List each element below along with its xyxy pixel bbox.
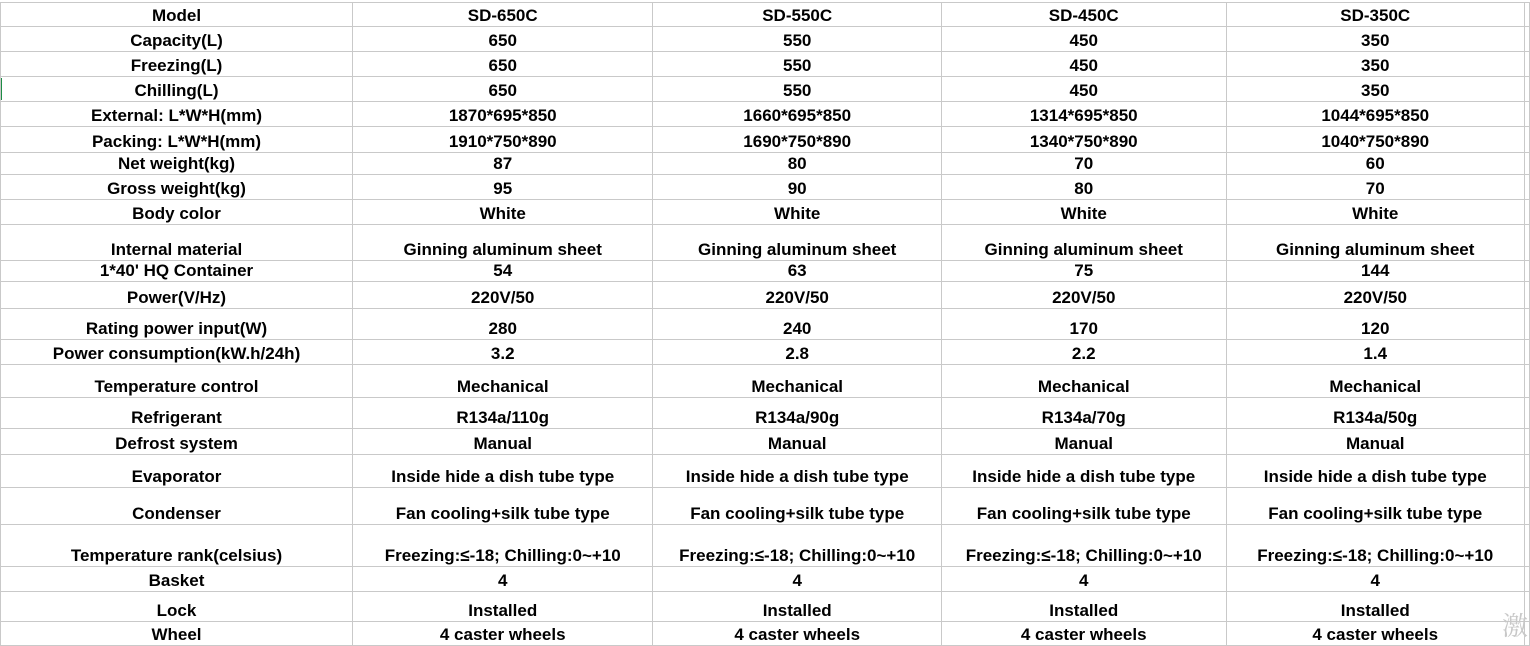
value-cell[interactable]: Fan cooling+silk tube type (1226, 488, 1524, 525)
value-cell[interactable]: 650 (353, 77, 653, 102)
value-cell[interactable]: 280 (353, 309, 653, 340)
value-cell[interactable]: Installed (653, 592, 942, 622)
value-cell[interactable]: Inside hide a dish tube type (653, 455, 942, 488)
value-cell[interactable]: R134a/70g (941, 398, 1226, 429)
value-cell[interactable]: 60 (1226, 153, 1524, 175)
table-row (1, 200, 1530, 225)
value-cell[interactable]: 550 (653, 77, 942, 102)
value-cell[interactable]: Mechanical (353, 365, 653, 398)
row-label-cell[interactable]: Lock (1, 592, 353, 622)
header-cell-model[interactable]: SD-650C (353, 3, 653, 27)
value-cell[interactable]: Freezing:≤-18; Chilling:0~+10 (653, 525, 942, 567)
value-cell[interactable]: Manual (353, 429, 653, 455)
value-cell[interactable]: Installed (941, 592, 1226, 622)
value-cell[interactable]: 1660*695*850 (653, 102, 942, 127)
row-label-cell[interactable]: Evaporator (1, 455, 353, 488)
value-cell[interactable]: Ginning aluminum sheet (941, 225, 1226, 261)
value-cell[interactable]: 4 caster wheels (1226, 622, 1524, 646)
value-cell[interactable]: Ginning aluminum sheet (1226, 225, 1524, 261)
table-row (1, 592, 1530, 622)
table-row (1, 127, 1530, 153)
row-label-cell[interactable]: Refrigerant (1, 398, 353, 429)
value-cell[interactable]: 1340*750*890 (941, 127, 1226, 153)
value-cell[interactable]: Mechanical (653, 365, 942, 398)
value-cell[interactable]: 170 (941, 309, 1226, 340)
empty-cell[interactable] (1524, 102, 1529, 127)
value-cell[interactable]: Fan cooling+silk tube type (653, 488, 942, 525)
value-cell[interactable]: 144 (1226, 261, 1524, 282)
table-row (1, 455, 1530, 488)
value-cell[interactable]: 63 (653, 261, 942, 282)
table-row (1, 52, 1530, 77)
value-cell[interactable]: 220V/50 (653, 282, 942, 309)
table-row (1, 77, 1530, 102)
value-cell[interactable]: R134a/90g (653, 398, 942, 429)
value-cell[interactable]: Freezing:≤-18; Chilling:0~+10 (941, 525, 1226, 567)
table-row (1, 225, 1530, 261)
value-cell[interactable]: 1870*695*850 (353, 102, 653, 127)
header-cell-model[interactable]: SD-550C (653, 3, 942, 27)
value-cell[interactable]: 4 caster wheels (353, 622, 653, 646)
value-cell[interactable]: Fan cooling+silk tube type (941, 488, 1226, 525)
empty-cell[interactable] (1524, 398, 1529, 429)
empty-cell[interactable] (1524, 455, 1529, 488)
row-label-cell[interactable]: Temperature control (1, 365, 353, 398)
table-row (1, 27, 1530, 52)
value-cell[interactable]: 4 caster wheels (653, 622, 942, 646)
row-label-cell[interactable]: Power consumption(kW.h/24h) (1, 340, 353, 365)
value-cell[interactable]: Inside hide a dish tube type (353, 455, 653, 488)
value-cell[interactable]: Mechanical (1226, 365, 1524, 398)
table-row (1, 429, 1530, 455)
value-cell[interactable]: 2.8 (653, 340, 942, 365)
header-cell-model[interactable]: SD-450C (941, 3, 1226, 27)
value-cell[interactable]: White (353, 200, 653, 225)
empty-cell[interactable] (1524, 175, 1529, 200)
value-cell[interactable]: Manual (653, 429, 942, 455)
row-label-cell[interactable]: Basket (1, 567, 353, 592)
table-row (1, 340, 1530, 365)
value-cell[interactable]: 220V/50 (1226, 282, 1524, 309)
empty-cell[interactable] (1524, 153, 1529, 175)
value-cell[interactable]: 450 (941, 27, 1226, 52)
row-label-cell[interactable]: Defrost system (1, 429, 353, 455)
value-cell[interactable]: 1044*695*850 (1226, 102, 1524, 127)
row-label-cell[interactable]: Power(V/Hz) (1, 282, 353, 309)
empty-cell[interactable] (1524, 127, 1529, 153)
row-label-cell[interactable]: Internal material (1, 225, 353, 261)
table-row (1, 365, 1530, 398)
row-label-cell[interactable]: Freezing(L) (1, 52, 353, 77)
value-cell[interactable]: 240 (653, 309, 942, 340)
value-cell[interactable]: Ginning aluminum sheet (353, 225, 653, 261)
value-cell[interactable]: 54 (353, 261, 653, 282)
value-cell[interactable]: 350 (1226, 77, 1524, 102)
empty-cell[interactable] (1524, 261, 1529, 282)
table-row (1, 398, 1530, 429)
row-label-cell[interactable]: Gross weight(kg) (1, 175, 353, 200)
value-cell[interactable]: 1040*750*890 (1226, 127, 1524, 153)
value-cell[interactable]: Mechanical (941, 365, 1226, 398)
value-cell[interactable]: 550 (653, 52, 942, 77)
value-cell[interactable]: Inside hide a dish tube type (941, 455, 1226, 488)
row-label-cell[interactable]: Net weight(kg) (1, 153, 353, 175)
value-cell[interactable]: 4 caster wheels (941, 622, 1226, 646)
value-cell[interactable]: 4 (1226, 567, 1524, 592)
value-cell[interactable]: Ginning aluminum sheet (653, 225, 942, 261)
table-row (1, 175, 1530, 200)
row-label-cell[interactable]: Wheel (1, 622, 353, 646)
value-cell[interactable]: 75 (941, 261, 1226, 282)
value-cell[interactable]: 220V/50 (353, 282, 653, 309)
empty-cell[interactable] (1524, 525, 1529, 567)
value-cell[interactable]: 80 (941, 175, 1226, 200)
value-cell[interactable]: 120 (1226, 309, 1524, 340)
row-label-cell[interactable]: Rating power input(W) (1, 309, 353, 340)
empty-cell[interactable] (1524, 429, 1529, 455)
value-cell[interactable]: 4 (353, 567, 653, 592)
table-row (1, 488, 1530, 525)
row-label-cell[interactable]: Chilling(L) (1, 77, 353, 102)
row-label-cell[interactable]: Packing: L*W*H(mm) (1, 127, 353, 153)
row-label-cell[interactable]: 1*40' HQ Container (1, 261, 353, 282)
value-cell[interactable]: Inside hide a dish tube type (1226, 455, 1524, 488)
row-label-cell[interactable]: External: L*W*H(mm) (1, 102, 353, 127)
value-cell[interactable]: R134a/110g (353, 398, 653, 429)
value-cell[interactable]: Freezing:≤-18; Chilling:0~+10 (1226, 525, 1524, 567)
empty-cell[interactable] (1524, 365, 1529, 398)
value-cell[interactable]: 70 (1226, 175, 1524, 200)
header-cell-model[interactable]: SD-350C (1226, 3, 1524, 27)
value-cell[interactable]: 650 (353, 52, 653, 77)
value-cell[interactable]: White (653, 200, 942, 225)
table-row (1, 102, 1530, 127)
value-cell[interactable]: 350 (1226, 52, 1524, 77)
corner-watermark-glyph: 激 (1501, 612, 1528, 642)
value-cell[interactable]: R134a/50g (1226, 398, 1524, 429)
value-cell[interactable]: 87 (353, 153, 653, 175)
value-cell[interactable]: White (1226, 200, 1524, 225)
table-row (1, 309, 1530, 340)
value-cell[interactable]: 220V/50 (941, 282, 1226, 309)
value-cell[interactable]: 650 (353, 27, 653, 52)
value-cell[interactable]: 350 (1226, 27, 1524, 52)
value-cell[interactable]: Fan cooling+silk tube type (353, 488, 653, 525)
row-label-cell[interactable]: Temperature rank(celsius) (1, 525, 353, 567)
empty-cell[interactable] (1524, 52, 1529, 77)
header-cell-label[interactable]: Model (1, 3, 353, 27)
value-cell[interactable]: 2.2 (941, 340, 1226, 365)
table-row (1, 622, 1530, 646)
value-cell[interactable]: Installed (353, 592, 653, 622)
table-row (1, 153, 1530, 175)
empty-cell[interactable] (1524, 282, 1529, 309)
value-cell[interactable]: White (941, 200, 1226, 225)
value-cell[interactable]: 450 (941, 77, 1226, 102)
row-label-cell[interactable]: Capacity(L) (1, 27, 353, 52)
row-label-cell[interactable]: Body color (1, 200, 353, 225)
value-cell[interactable]: 1314*695*850 (941, 102, 1226, 127)
value-cell[interactable]: Freezing:≤-18; Chilling:0~+10 (353, 525, 653, 567)
value-cell[interactable]: 550 (653, 27, 942, 52)
value-cell[interactable]: 80 (653, 153, 942, 175)
table-row (1, 525, 1530, 567)
table-row (1, 261, 1530, 282)
row-label-cell[interactable]: Condenser (1, 488, 353, 525)
value-cell[interactable]: Installed (1226, 592, 1524, 622)
spec-table (0, 2, 1530, 646)
value-cell[interactable]: 3.2 (353, 340, 653, 365)
empty-cell[interactable] (1524, 200, 1529, 225)
empty-cell[interactable] (1524, 3, 1529, 27)
spec-table-body (1, 3, 1530, 646)
empty-cell[interactable] (1524, 27, 1529, 52)
value-cell[interactable]: 4 (653, 567, 942, 592)
empty-cell[interactable] (1524, 340, 1529, 365)
value-cell[interactable]: 70 (941, 153, 1226, 175)
table-row (1, 567, 1530, 592)
value-cell[interactable]: 1.4 (1226, 340, 1524, 365)
table-header-row (1, 3, 1530, 27)
value-cell[interactable]: 450 (941, 52, 1226, 77)
value-cell[interactable]: 1910*750*890 (353, 127, 653, 153)
value-cell[interactable]: Manual (941, 429, 1226, 455)
empty-cell[interactable] (1524, 567, 1529, 592)
value-cell[interactable]: 1690*750*890 (653, 127, 942, 153)
value-cell[interactable]: Manual (1226, 429, 1524, 455)
empty-cell[interactable] (1524, 488, 1529, 525)
table-row (1, 282, 1530, 309)
value-cell[interactable]: 4 (941, 567, 1226, 592)
value-cell[interactable]: 95 (353, 175, 653, 200)
empty-cell[interactable] (1524, 225, 1529, 261)
empty-cell[interactable] (1524, 309, 1529, 340)
empty-cell[interactable] (1524, 77, 1529, 102)
value-cell[interactable]: 90 (653, 175, 942, 200)
